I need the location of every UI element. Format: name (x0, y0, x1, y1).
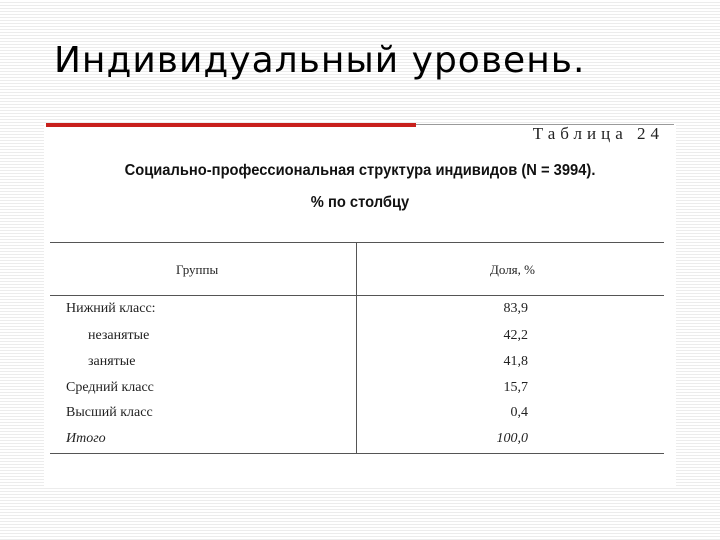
table-row (50, 301, 650, 323)
table-bottom-rule (50, 453, 664, 454)
row-value: 41,8 (503, 354, 528, 369)
table-number: Таблица 24 (532, 124, 664, 143)
slide-title: Индивидуальный уровень. (54, 40, 586, 81)
row-value: 83,9 (503, 301, 528, 316)
row-label: Средний класс (66, 380, 154, 395)
table-top-rule (50, 242, 664, 243)
row-value: 42,2 (503, 328, 528, 343)
row-value: 100,0 (496, 431, 528, 446)
row-value: 0,4 (510, 405, 528, 420)
table-caption-line1: Социально-профессиональная структура индивидов (N = 3994). (124, 162, 596, 179)
row-label: Нижний класс: (66, 301, 156, 316)
table-caption-line2: % по столбцу (310, 194, 410, 211)
table-header-rule (50, 295, 664, 296)
row-value: 15,7 (503, 380, 528, 395)
row-label: Итого (66, 431, 106, 446)
column-header-share: Доля, % (490, 262, 535, 277)
accent-bar (46, 123, 416, 127)
table-row-total (50, 431, 650, 453)
row-label: незанятые (88, 328, 150, 343)
row-label: Высший класс (66, 405, 153, 420)
table-row (50, 380, 650, 402)
column-header-groups: Группы (176, 262, 219, 277)
row-label: занятые (88, 354, 136, 369)
table-row (50, 354, 650, 376)
table-row (50, 405, 650, 427)
table-row (50, 328, 650, 350)
